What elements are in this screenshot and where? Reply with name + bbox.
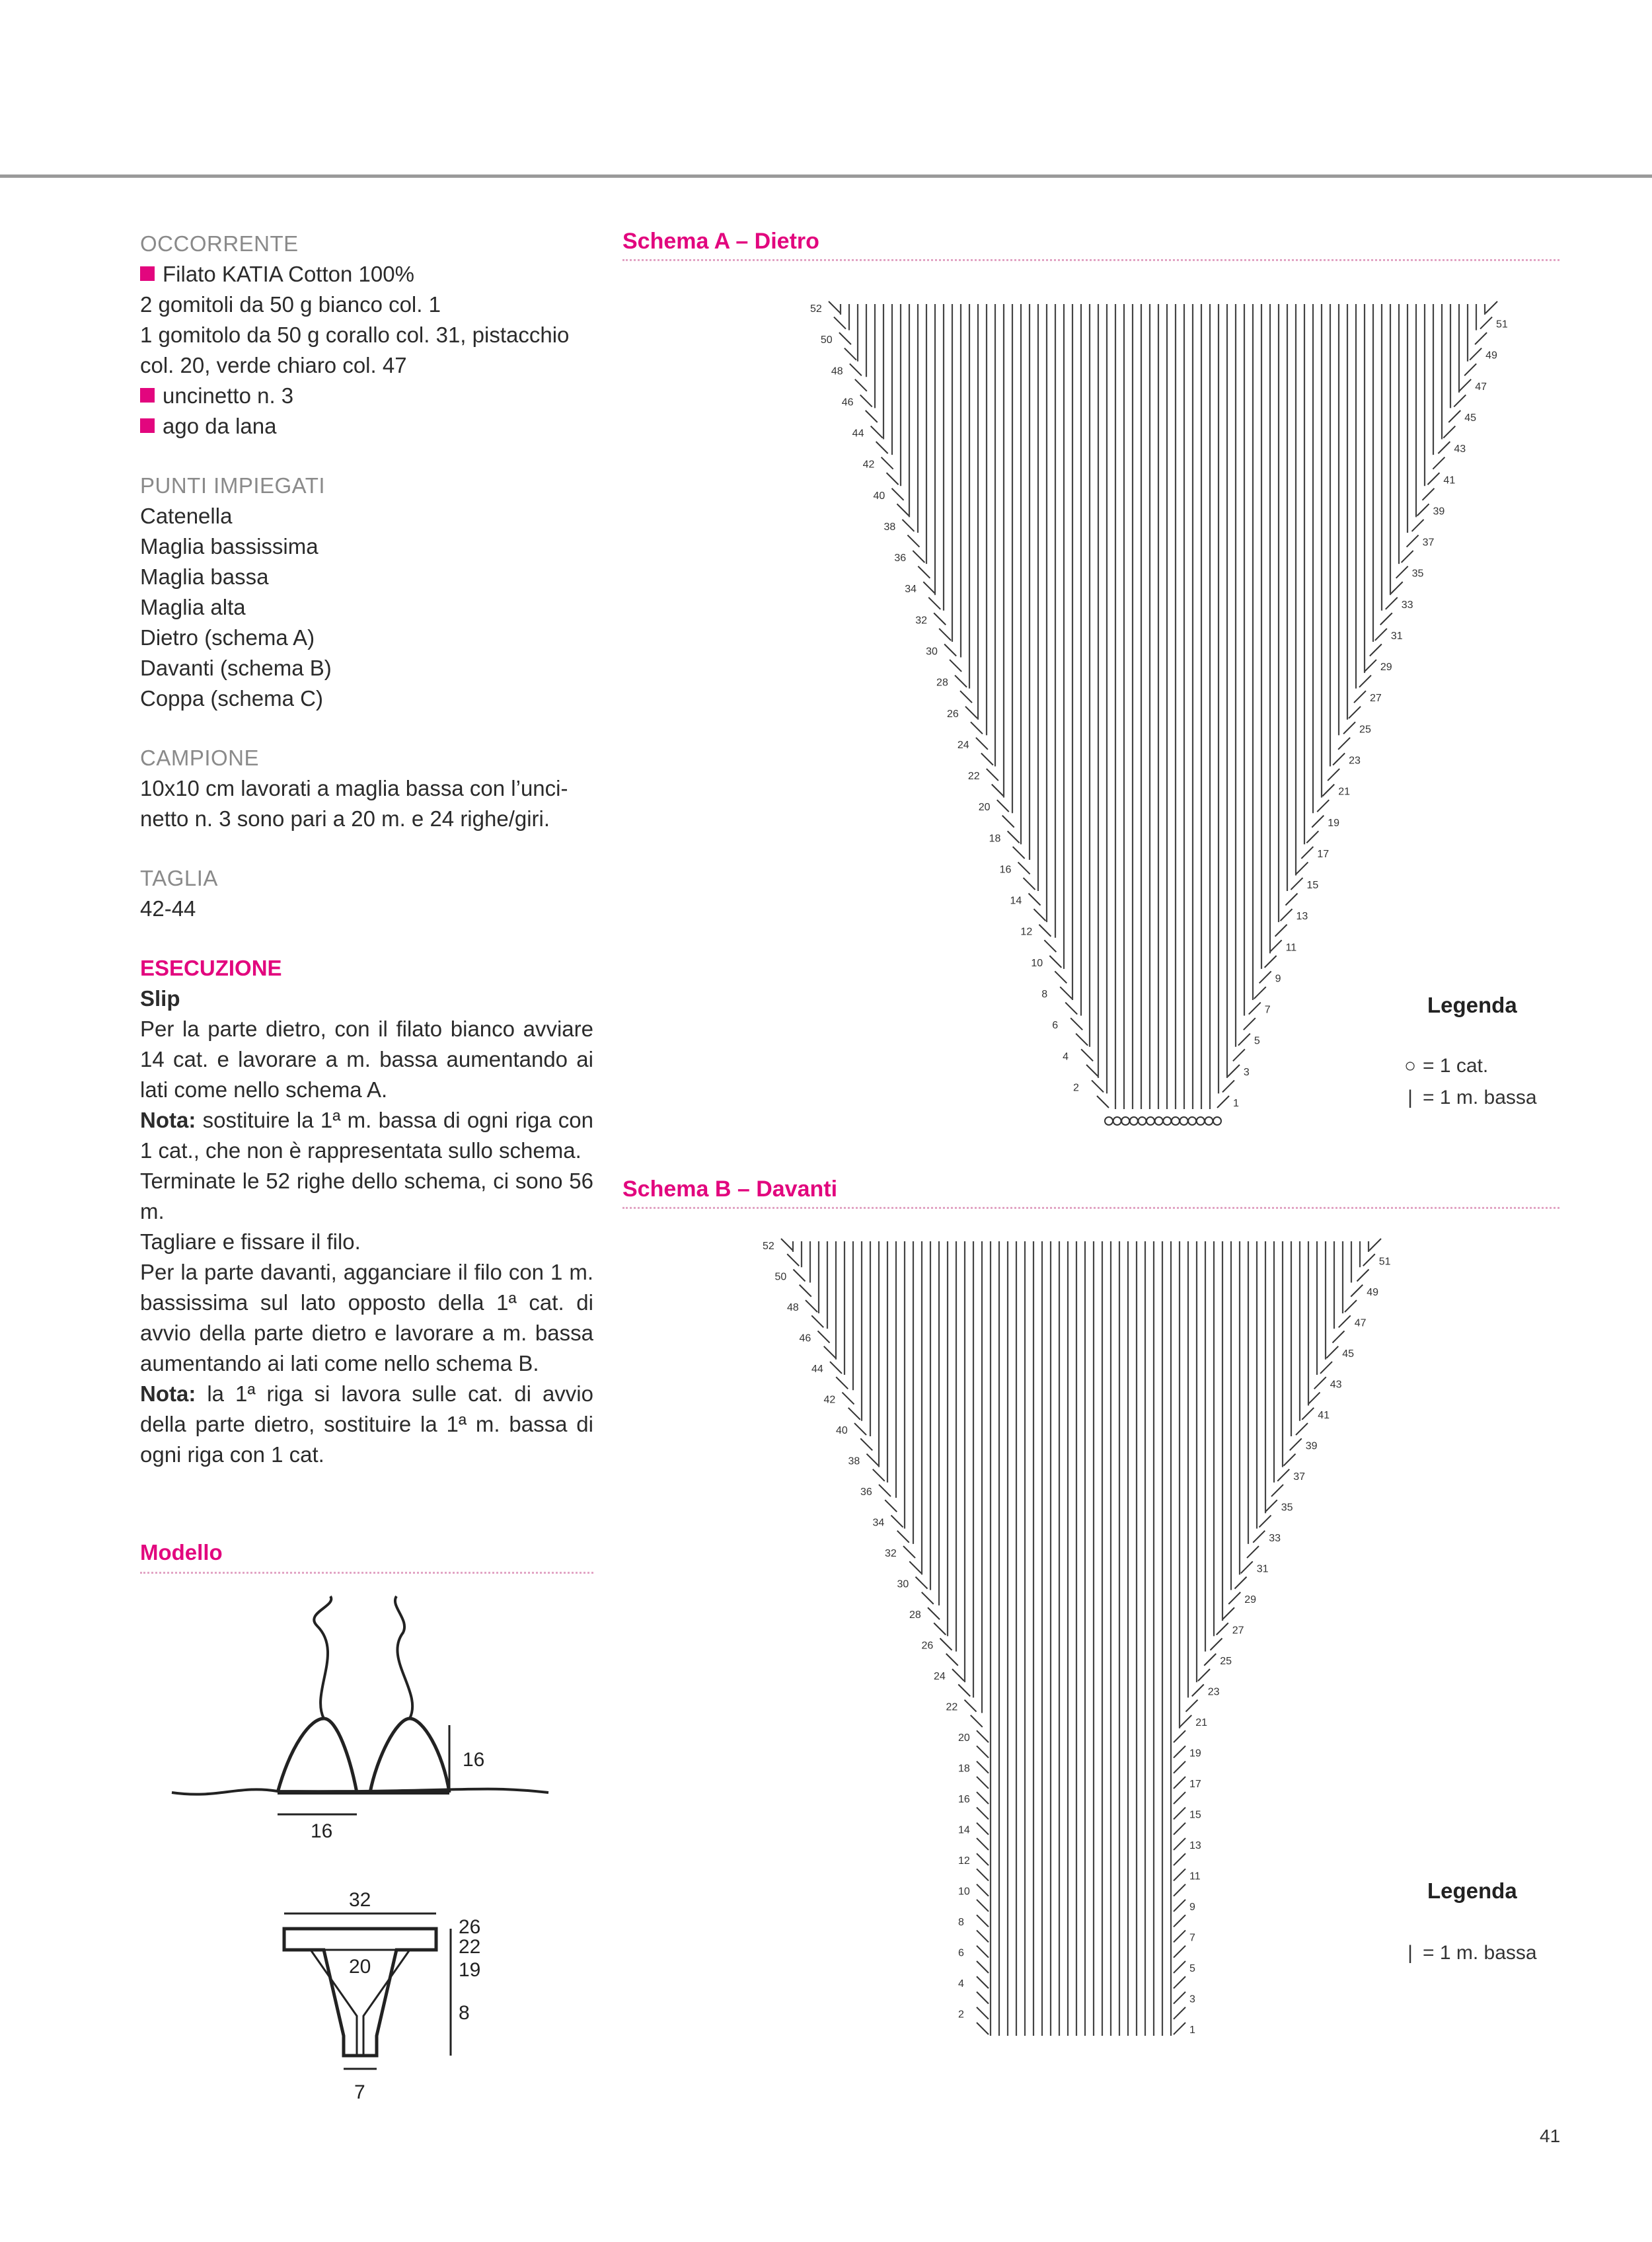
row-number-label: 7	[1264, 1004, 1271, 1016]
row-number-label: 7	[1189, 1932, 1195, 1944]
row-number-label: 31	[1256, 1563, 1269, 1575]
row-number-label: 41	[1318, 1409, 1330, 1421]
increase-tick	[909, 1561, 921, 1573]
increase-tick	[977, 1900, 989, 1912]
increase-tick	[977, 1946, 989, 1958]
row-number-label: 51	[1496, 319, 1508, 330]
row-number-label: 5	[1254, 1035, 1260, 1047]
increase-tick	[1174, 2023, 1185, 2034]
increase-tick	[843, 1393, 854, 1405]
increase-tick	[1174, 1915, 1185, 1927]
bottom-width-label: 7	[354, 2081, 365, 2103]
increase-tick	[977, 1930, 989, 1942]
row-number-label: 23	[1349, 755, 1361, 767]
taglia-value: 42-44	[140, 896, 196, 921]
row-number-label: 17	[1317, 848, 1330, 860]
increase-tick	[800, 1285, 811, 1297]
increase-tick	[1222, 1607, 1234, 1619]
inner-width-label: 20	[349, 1956, 371, 1978]
row-number-label: 13	[1189, 1839, 1201, 1851]
row-number-label: 5	[1189, 1962, 1195, 1974]
row-number-label: 4	[958, 1978, 964, 1990]
single-crochet-bar-icon: |	[1408, 1087, 1413, 1108]
increase-tick	[1174, 1961, 1185, 1973]
row-number-label: 10	[958, 1886, 970, 1898]
increase-tick	[977, 2007, 989, 2019]
row-number-label: 15	[1306, 880, 1319, 892]
row-number-label: 29	[1380, 662, 1392, 674]
increase-tick	[1271, 1485, 1283, 1496]
row-number-label: 4	[1063, 1051, 1069, 1063]
punto-item: Maglia bassissima	[140, 534, 319, 559]
increase-tick	[1228, 1592, 1240, 1604]
row-number-label: 45	[1464, 412, 1477, 424]
nota-label: Nota:	[140, 1108, 196, 1132]
increase-tick	[977, 1777, 989, 1789]
increase-tick	[1174, 1730, 1185, 1742]
row-number-label: 17	[1189, 1778, 1201, 1790]
increase-tick	[1192, 1684, 1204, 1696]
row-number-label: 44	[852, 428, 864, 440]
row-number-label: 18	[958, 1763, 970, 1775]
increase-tick	[1333, 1331, 1345, 1343]
row-number-label: 16	[999, 864, 1012, 876]
cup-height-label: 16	[463, 1749, 485, 1771]
increase-tick	[1174, 1853, 1185, 1865]
row-number-label: 9	[1189, 1901, 1195, 1913]
schema-b-title: Schema B – Davanti	[622, 1177, 838, 1202]
row-number-label: 16	[958, 1794, 970, 1806]
increase-tick	[1241, 1561, 1253, 1573]
increase-tick	[1174, 1746, 1185, 1758]
increase-tick	[1174, 1807, 1185, 1819]
increase-tick	[958, 1684, 970, 1696]
row-number-label: 1	[1233, 1098, 1239, 1109]
increase-tick	[1351, 1285, 1363, 1297]
row-number-label: 28	[909, 1609, 921, 1621]
increase-tick	[977, 1746, 989, 1758]
row-number-label: 9	[1275, 973, 1281, 985]
increase-tick	[1284, 1454, 1296, 1466]
row-number-label: 8	[958, 1917, 964, 1929]
row-number-label: 27	[1232, 1625, 1244, 1637]
row-number-label: 49	[1367, 1286, 1379, 1298]
row-number-label: 51	[1378, 1256, 1391, 1268]
row-number-label: 3	[1243, 1066, 1250, 1078]
increase-tick	[1345, 1300, 1357, 1312]
row-number-label: 33	[1401, 599, 1413, 611]
row-number-label: 14	[958, 1824, 970, 1836]
increase-tick	[1259, 1516, 1271, 1527]
increase-tick	[1174, 1900, 1185, 1912]
increase-tick	[1253, 1531, 1265, 1543]
punti-heading: PUNTI IMPIEGATI	[140, 473, 326, 498]
increase-tick	[1180, 1715, 1191, 1727]
increase-tick	[1174, 1777, 1185, 1789]
yarn-label: Filato KATIA Cotton 100%	[163, 262, 414, 286]
increase-tick	[891, 1516, 903, 1527]
occorrente-heading: OCCORRENTE	[140, 231, 299, 256]
esecuzione-paragraph-3: Tagliare e fissare il filo.	[140, 1229, 361, 1254]
row-number-label: 10	[1031, 957, 1043, 969]
increase-tick	[977, 1853, 989, 1865]
increase-tick	[1314, 1377, 1326, 1389]
row-number-label: 47	[1475, 381, 1487, 393]
row-number-label: 12	[958, 1855, 970, 1867]
row-number-label: 28	[936, 677, 948, 689]
punto-item: Catenella	[140, 504, 233, 528]
row-number-label: 39	[1433, 506, 1445, 518]
punto-item: Coppa (schema C)	[140, 686, 323, 711]
increase-tick	[806, 1300, 817, 1312]
increase-tick	[977, 1807, 989, 1819]
increase-tick	[1357, 1270, 1369, 1282]
row-number-label: 35	[1281, 1502, 1293, 1514]
row-number-label: 36	[860, 1487, 872, 1498]
increase-tick	[977, 1838, 989, 1850]
increase-tick	[1247, 1546, 1259, 1558]
row-number-label: 52	[763, 1241, 774, 1252]
legend-cat-label: = 1 cat.	[1423, 1055, 1489, 1077]
row-number-label: 21	[1195, 1717, 1208, 1728]
row-number-label: 11	[1285, 942, 1297, 954]
row-number-label: 39	[1305, 1440, 1318, 1452]
row-number-label: 6	[1052, 1020, 1059, 1032]
increase-tick	[1369, 1239, 1381, 1251]
row-number-label: 20	[958, 1732, 970, 1744]
row-number-label: 41	[1443, 475, 1456, 486]
top-width-label: 32	[349, 1889, 371, 1911]
campione-heading: CAMPIONE	[140, 746, 260, 770]
row-number-label: 44	[811, 1364, 823, 1375]
esecuzione-paragraph-2: Terminate le 52 righe dello schema, ci sono 56 m.	[140, 1169, 593, 1223]
increase-tick	[1174, 1930, 1185, 1942]
row-number-label: 43	[1330, 1379, 1342, 1391]
yarn-line-1: 2 gomitoli da 50 g bianco col. 1	[140, 292, 441, 317]
row-number-label: 43	[1454, 444, 1466, 455]
increase-tick	[879, 1485, 891, 1496]
side-26-label: 26	[459, 1916, 481, 1938]
esecuzione-paragraph-4: Per la parte davanti, agganciare il filo con 1 m. bassissima sul lato opposto della 1ª cat. di avvio della parte dietro e lavorare a m. bassa aumentando ai lati come nello schema B.	[140, 1260, 593, 1375]
increase-tick	[885, 1500, 897, 1512]
row-number-label: 23	[1207, 1686, 1220, 1698]
row-number-label: 31	[1390, 630, 1403, 642]
punto-item: Maglia bassa	[140, 564, 269, 589]
row-number-label: 25	[1359, 724, 1371, 736]
increase-tick	[940, 1639, 952, 1650]
increase-tick	[1174, 1792, 1185, 1804]
row-number-label: 42	[823, 1394, 836, 1406]
increase-tick	[854, 1423, 866, 1435]
row-number-label: 38	[848, 1455, 860, 1467]
row-number-label: 8	[1041, 989, 1048, 1001]
row-number-label: 38	[883, 521, 896, 533]
row-number-label: 33	[1269, 1532, 1281, 1544]
schema-a-title: Schema A – Dietro	[622, 229, 819, 254]
esecuzione-paragraph-1: Per la parte dietro, con il filato bianco avviare 14 cat. e lavorare a m. bassa aumentando ai lati come nello schema A.	[140, 1017, 593, 1102]
row-number-label: 34	[905, 584, 917, 596]
row-number-label: 36	[894, 553, 907, 564]
increase-tick	[946, 1654, 958, 1666]
row-number-label: 46	[799, 1333, 811, 1344]
row-number-label: 27	[1369, 693, 1382, 705]
increase-tick	[1174, 1761, 1185, 1773]
single-crochet-bar-icon: |	[1408, 1942, 1413, 1964]
needle-label: ago da lana	[163, 414, 277, 438]
increase-tick	[781, 1239, 793, 1251]
increase-tick	[1302, 1408, 1314, 1420]
row-number-label: 18	[989, 833, 1001, 845]
increase-tick	[977, 1792, 989, 1804]
row-number-label: 22	[946, 1701, 958, 1713]
increase-tick	[1174, 1869, 1185, 1880]
row-number-label: 3	[1189, 1993, 1195, 2005]
increase-tick	[873, 1469, 885, 1481]
row-number-label: 11	[1189, 1871, 1201, 1882]
punto-item: Maglia alta	[140, 595, 246, 619]
nota-text: sostituire la 1ª m. bassa di ogni riga con 1 cat., che non è rappresentata sullo schema.	[140, 1108, 593, 1163]
increase-tick	[897, 1531, 909, 1543]
page-number: 41	[1540, 2126, 1561, 2146]
increase-tick	[1211, 1639, 1222, 1650]
row-number-label: 12	[1020, 926, 1033, 938]
row-number-label: 49	[1485, 350, 1497, 362]
row-number-label: 32	[915, 615, 928, 627]
schema-a-legend-title: Legenda	[1427, 993, 1517, 1017]
side-8-label: 8	[459, 2002, 470, 2024]
increase-tick	[965, 1700, 977, 1712]
yarn-line-2: 1 gomitolo da 50 g corallo col. 31, pistacchio	[140, 323, 570, 347]
row-number-label: 45	[1342, 1348, 1355, 1360]
increase-tick	[977, 1730, 989, 1742]
increase-tick	[928, 1607, 940, 1619]
row-number-label: 37	[1422, 537, 1435, 549]
increase-tick	[1235, 1577, 1247, 1589]
increase-tick	[1363, 1254, 1375, 1266]
increase-tick	[1174, 1884, 1185, 1896]
increase-tick	[922, 1592, 934, 1604]
row-number-label: 46	[841, 397, 854, 408]
row-number-label: 21	[1338, 786, 1351, 798]
increase-tick	[1174, 1838, 1185, 1850]
row-number-label: 30	[897, 1578, 909, 1590]
row-number-label: 6	[958, 1947, 964, 1959]
row-number-label: 24	[957, 739, 969, 751]
row-number-label: 42	[862, 459, 875, 471]
increase-tick	[1339, 1315, 1351, 1327]
nota-text: la 1ª riga si lavora sulle cat. di avvio della parte dietro, sostituire la 1ª m. bassa di ogni riga con 1 cat.	[140, 1381, 593, 1467]
side-19-label: 19	[459, 1959, 481, 1981]
taglia-heading: TAGLIA	[140, 866, 218, 890]
increase-tick	[977, 1869, 989, 1880]
increase-tick	[1326, 1346, 1338, 1358]
increase-tick	[787, 1254, 799, 1266]
row-number-label: 34	[872, 1517, 885, 1529]
row-number-label: 48	[831, 366, 843, 377]
row-number-label: 22	[967, 771, 980, 783]
increase-tick	[794, 1270, 806, 1282]
legend-item-bassa-b	[1398, 1942, 1537, 1964]
increase-tick	[1186, 1700, 1198, 1712]
increase-tick	[867, 1454, 879, 1466]
row-number-label: 40	[836, 1425, 848, 1437]
punto-item: Dietro (schema A)	[140, 625, 315, 650]
row-number-label: 50	[820, 334, 833, 346]
increase-tick	[1204, 1654, 1216, 1666]
increase-tick	[1290, 1438, 1302, 1450]
increase-tick	[1265, 1500, 1277, 1512]
increase-tick	[977, 2023, 989, 2034]
increase-tick	[818, 1331, 830, 1343]
campione-line-1: 10x10 cm lavorati a maglia bassa con l’unci-	[140, 776, 568, 800]
nota-label: Nota:	[140, 1381, 196, 1406]
increase-tick	[971, 1715, 983, 1727]
row-number-label: 35	[1411, 568, 1424, 580]
increase-tick	[977, 1915, 989, 1927]
increase-tick	[1174, 1823, 1185, 1835]
yarn-line-3: col. 20, verde chiaro col. 47	[140, 353, 407, 377]
increase-tick	[824, 1346, 836, 1358]
increase-tick	[1277, 1469, 1289, 1481]
row-number-label: 25	[1220, 1655, 1232, 1667]
row-number-label: 20	[978, 802, 991, 814]
row-number-label: 50	[774, 1271, 787, 1283]
increase-tick	[977, 1823, 989, 1835]
hook-label: uncinetto n. 3	[163, 383, 294, 408]
row-number-label: 26	[921, 1640, 934, 1652]
increase-tick	[903, 1546, 915, 1558]
increase-tick	[1174, 2007, 1185, 2019]
chain-circle-icon: ○	[1404, 1055, 1417, 1077]
row-number-label: 32	[885, 1548, 897, 1560]
increase-tick	[1174, 1976, 1185, 1988]
cup-width-label: 16	[311, 1820, 333, 1842]
side-22-label: 22	[459, 1936, 481, 1958]
row-number-label: 24	[934, 1671, 946, 1683]
row-number-label: 40	[873, 490, 885, 502]
increase-tick	[977, 1761, 989, 1773]
row-number-label: 19	[1328, 817, 1340, 829]
row-number-label: 52	[810, 303, 822, 315]
increase-tick	[836, 1377, 848, 1389]
increase-tick	[811, 1315, 823, 1327]
legend-bassa-label: = 1 m. bassa	[1423, 1942, 1537, 1964]
increase-tick	[934, 1623, 946, 1635]
increase-tick	[1308, 1393, 1320, 1405]
increase-tick	[1217, 1623, 1228, 1635]
increase-tick	[860, 1438, 872, 1450]
campione-line-2: netto n. 3 sono pari a 20 m. e 24 righe/giri.	[140, 806, 550, 831]
esecuzione-heading: ESECUZIONE	[140, 956, 282, 980]
legend-bassa-label: = 1 m. bassa	[1423, 1087, 1537, 1108]
increase-tick	[1198, 1669, 1210, 1681]
row-number-label: 48	[787, 1302, 799, 1314]
schema-b-legend-title: Legenda	[1427, 1878, 1517, 1903]
row-number-label: 47	[1354, 1317, 1367, 1329]
increase-tick	[977, 1976, 989, 1988]
increase-tick	[952, 1669, 964, 1681]
increase-tick	[1174, 1946, 1185, 1958]
row-number-label: 2	[958, 2009, 964, 2021]
punto-item: Davanti (schema B)	[140, 656, 332, 680]
row-number-label: 37	[1293, 1471, 1306, 1483]
row-number-label: 30	[926, 646, 938, 658]
row-number-label: 26	[946, 708, 959, 720]
increase-tick	[1320, 1362, 1332, 1373]
increase-tick	[1296, 1423, 1308, 1435]
slip-subheading: Slip	[140, 986, 180, 1011]
row-number-label: 15	[1189, 1809, 1201, 1821]
increase-tick	[1174, 1991, 1185, 2003]
increase-tick	[977, 1884, 989, 1896]
increase-tick	[977, 1991, 989, 2003]
row-number-label: 2	[1073, 1082, 1079, 1094]
row-number-label: 13	[1296, 911, 1308, 923]
row-number-label: 1	[1189, 2025, 1195, 2036]
row-number-label: 14	[1010, 895, 1022, 907]
row-number-label: 29	[1244, 1594, 1257, 1605]
modello-title: Modello	[140, 1540, 223, 1565]
increase-tick	[916, 1577, 928, 1589]
increase-tick	[848, 1408, 860, 1420]
increase-tick	[977, 1961, 989, 1973]
increase-tick	[830, 1362, 842, 1373]
row-number-label: 19	[1189, 1748, 1201, 1759]
